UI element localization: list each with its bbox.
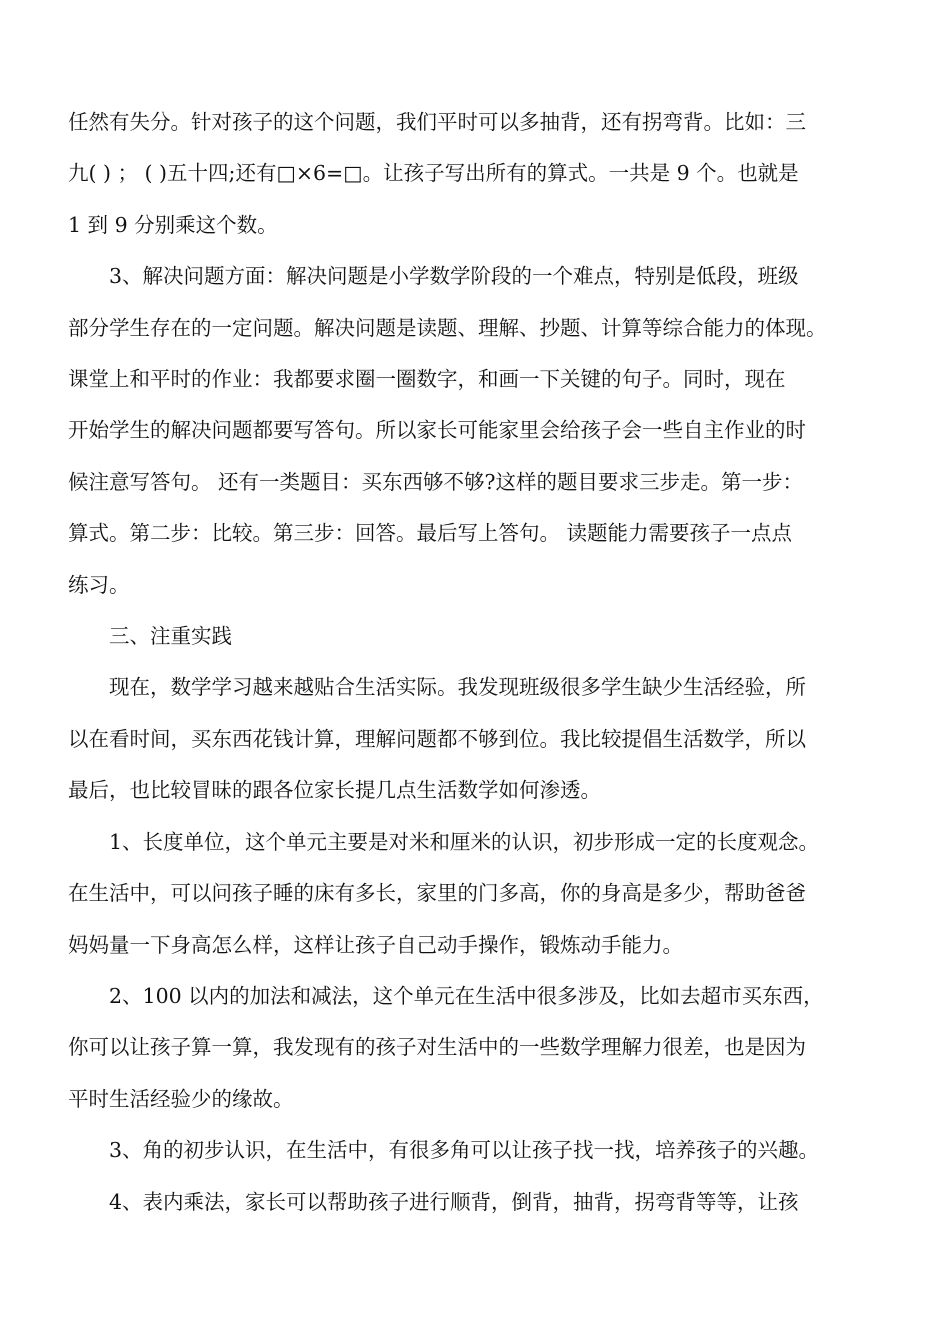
text-line: 开始学生的解决问题都要写答句。所以家长可能家里会给孩子会一些自主作业的时 <box>68 418 806 443</box>
text-line: 4、表内乘法，家长可以帮助孩子进行顺背，倒背，抽背，拐弯背等等，让孩 <box>109 1189 799 1214</box>
text-line: 在生活中，可以问孩子睡的床有多长，家里的门多高，你的身高是多少，帮助爸爸 <box>68 881 806 906</box>
text-line: 部分学生存在的一定问题。解决问题是读题、理解、抄题、计算等综合能力的体现。 <box>68 315 827 340</box>
text-line: 现在，数学学习越来越贴合生活实际。我发现班级很多学生缺少生活经验，所 <box>109 675 806 700</box>
text-line: 妈妈量一下身高怎么样，这样让孩子自己动手操作，锻炼动手能力。 <box>68 932 683 957</box>
paragraph-2 <box>68 251 888 611</box>
paragraph-8 <box>68 1177 888 1228</box>
paragraph-5 <box>68 817 888 971</box>
paragraph-6 <box>68 971 888 1125</box>
text-line: 3、解决问题方面：解决问题是小学数学阶段的一个难点，特别是低段，班级 <box>109 264 799 289</box>
text-line: 算式。第二步：比较。第三步：回答。最后写上答句。 读题能力需要孩子一点点 <box>68 521 793 546</box>
document-page <box>68 97 888 1228</box>
text-line: 九( ) ； ( )五十四;还有□×6=□。让孩子写出所有的算式。一共是 9 个。也就是 <box>68 161 799 186</box>
text-line: 你可以让孩子算一算，我发现有的孩子对生活中的一些数学理解力很差，也是因为 <box>68 1035 806 1060</box>
text-line: 1、长度单位，这个单元主要是对米和厘米的认识，初步形成一定的长度观念。 <box>109 829 820 854</box>
text-line: 练习。 <box>68 572 130 597</box>
text-line: 以在看时间，买东西花钱计算，理解问题都不够到位。我比较提倡生活数学，所以 <box>68 726 806 751</box>
paragraph-1 <box>68 97 888 251</box>
section-heading <box>68 611 888 662</box>
text-line: 3、角的初步认识，在生活中，有很多角可以让孩子找一找，培养孩子的兴趣。 <box>109 1138 820 1163</box>
paragraph-4 <box>68 662 888 816</box>
paragraph-7 <box>68 1125 888 1176</box>
text-line: 1 到 9 分别乘这个数。 <box>68 212 278 237</box>
text-line: 三、注重实践 <box>109 624 232 649</box>
text-line: 平时生活经验少的缘故。 <box>68 1086 294 1111</box>
text-line: 候注意写答句。 还有一类题目：买东西够不够?这样的题目要求三步走。第一步： <box>68 469 804 494</box>
text-line: 任然有失分。针对孩子的这个问题，我们平时可以多抽背，还有拐弯背。比如：三 <box>68 110 806 134</box>
text-line: 最后，也比较冒昧的跟各位家长提几点生活数学如何渗透。 <box>68 778 601 803</box>
text-line: 2、100 以内的加法和减法，这个单元在生活中很多涉及，比如去超市买东西， <box>109 983 824 1008</box>
text-line: 课堂上和平时的作业：我都要求圈一圈数字，和画一下关键的句子。同时，现在 <box>68 367 786 392</box>
